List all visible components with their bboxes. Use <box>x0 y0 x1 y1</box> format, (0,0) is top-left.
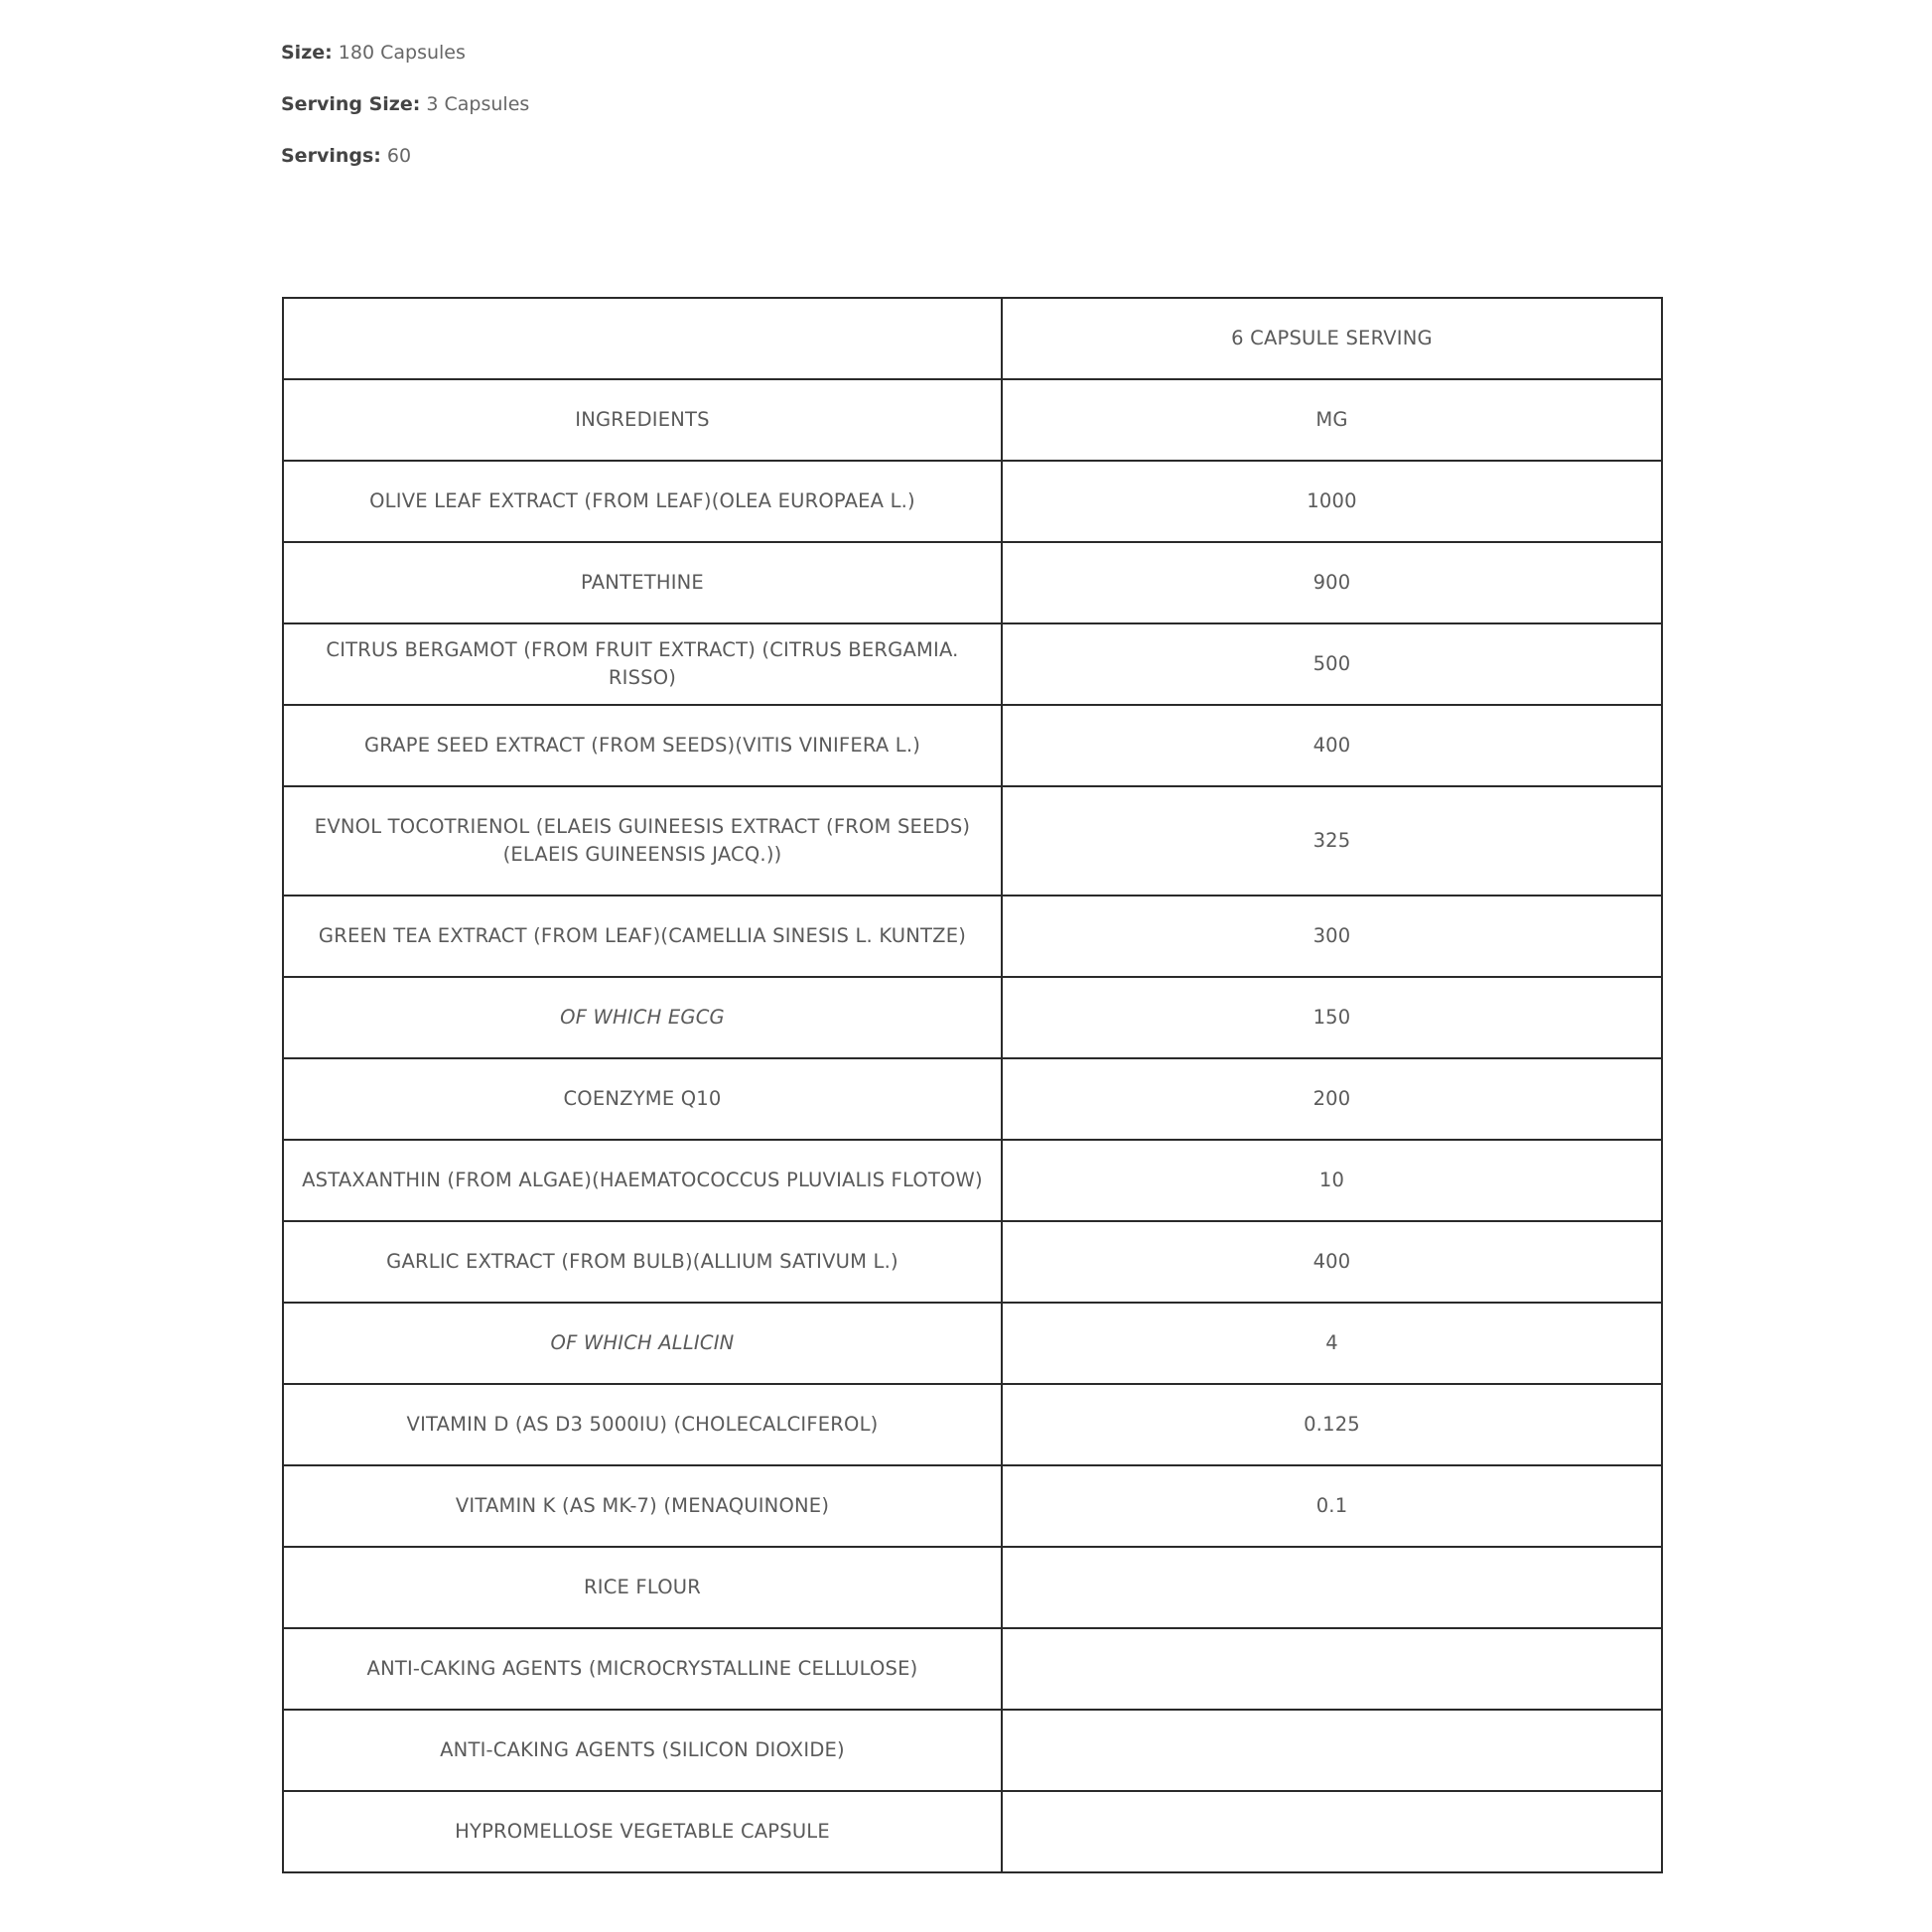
table-row <box>283 786 1662 896</box>
servings-line <box>281 143 529 169</box>
ingredient-amount: 200 <box>1002 1058 1662 1140</box>
product-info <box>281 40 529 195</box>
table-row <box>283 461 1662 542</box>
table-row <box>283 705 1662 786</box>
ingredient-amount <box>1002 1628 1662 1710</box>
ingredients-header-cell: INGREDIENTS <box>283 379 1002 461</box>
ingredient-name: VITAMIN K (AS MK-7) (MENAQUINONE) <box>283 1465 1002 1547</box>
table-row <box>283 977 1662 1058</box>
ingredient-amount <box>1002 1547 1662 1628</box>
ingredient-name: GREEN TEA EXTRACT (FROM LEAF)(CAMELLIA SINESIS L. KUNTZE) <box>283 896 1002 977</box>
table-row <box>283 1221 1662 1303</box>
table-row <box>283 542 1662 623</box>
ingredient-name: OF WHICH ALLICIN <box>283 1303 1002 1384</box>
ingredient-amount: 150 <box>1002 977 1662 1058</box>
table-subheader-row <box>283 379 1662 461</box>
ingredient-name: GARLIC EXTRACT (FROM BULB)(ALLIUM SATIVUM L.) <box>283 1221 1002 1303</box>
ingredient-name-line-1: EVNOL TOCOTRIENOL (ELAEIS GUINEESIS EXTRACT (FROM SEEDS) <box>314 815 971 838</box>
ingredient-name-line-2: (ELAEIS GUINEENSIS JACQ.)) <box>502 843 782 866</box>
ingredient-name: OF WHICH EGCG <box>283 977 1002 1058</box>
ingredient-name <box>283 786 1002 896</box>
table-row <box>283 896 1662 977</box>
serving-size-value: 3 Capsules <box>426 93 530 115</box>
ingredient-name: OLIVE LEAF EXTRACT (FROM LEAF)(OLEA EUROPAEA L.) <box>283 461 1002 542</box>
supplement-facts-table <box>282 297 1663 1873</box>
ingredient-name: PANTETHINE <box>283 542 1002 623</box>
servings-value: 60 <box>386 145 412 167</box>
serving-size-label: Serving Size: <box>281 93 421 115</box>
table-row <box>283 1547 1662 1628</box>
table-row <box>283 1710 1662 1791</box>
table-row <box>283 1465 1662 1547</box>
ingredient-amount: 0.125 <box>1002 1384 1662 1465</box>
table-row <box>283 1140 1662 1221</box>
ingredient-name: ASTAXANTHIN (FROM ALGAE)(HAEMATOCOCCUS PLUVIALIS FLOTOW) <box>283 1140 1002 1221</box>
ingredient-amount: 300 <box>1002 896 1662 977</box>
table-row <box>283 1384 1662 1465</box>
size-line <box>281 40 529 66</box>
unit-header-cell: MG <box>1002 379 1662 461</box>
ingredient-amount: 500 <box>1002 623 1662 705</box>
ingredient-name: ANTI-CAKING AGENTS (MICROCRYSTALLINE CELLULOSE) <box>283 1628 1002 1710</box>
table-row <box>283 1628 1662 1710</box>
ingredient-amount: 900 <box>1002 542 1662 623</box>
table-row <box>283 1791 1662 1872</box>
ingredient-amount: 400 <box>1002 1221 1662 1303</box>
ingredient-name: COENZYME Q10 <box>283 1058 1002 1140</box>
ingredient-amount <box>1002 1710 1662 1791</box>
ingredient-amount: 0.1 <box>1002 1465 1662 1547</box>
serving-size-line <box>281 91 529 117</box>
ingredient-amount: 4 <box>1002 1303 1662 1384</box>
header-blank-cell <box>283 298 1002 379</box>
size-label: Size: <box>281 42 333 64</box>
table-header-row <box>283 298 1662 379</box>
ingredient-name: ANTI-CAKING AGENTS (SILICON DIOXIDE) <box>283 1710 1002 1791</box>
size-value: 180 Capsules <box>338 42 466 64</box>
ingredient-amount <box>1002 1791 1662 1872</box>
table-row <box>283 1303 1662 1384</box>
table-row <box>283 1058 1662 1140</box>
ingredient-amount: 1000 <box>1002 461 1662 542</box>
servings-label: Servings: <box>281 145 381 167</box>
ingredient-name: CITRUS BERGAMOT (FROM FRUIT EXTRACT) (CITRUS BERGAMIA. RISSO) <box>283 623 1002 705</box>
ingredient-name: HYPROMELLOSE VEGETABLE CAPSULE <box>283 1791 1002 1872</box>
table-row <box>283 623 1662 705</box>
serving-header-cell: 6 CAPSULE SERVING <box>1002 298 1662 379</box>
ingredient-name: VITAMIN D (AS D3 5000IU) (CHOLECALCIFEROL) <box>283 1384 1002 1465</box>
ingredient-amount: 10 <box>1002 1140 1662 1221</box>
ingredient-name: RICE FLOUR <box>283 1547 1002 1628</box>
ingredient-amount: 400 <box>1002 705 1662 786</box>
ingredient-name: GRAPE SEED EXTRACT (FROM SEEDS)(VITIS VINIFERA L.) <box>283 705 1002 786</box>
ingredient-amount: 325 <box>1002 786 1662 896</box>
